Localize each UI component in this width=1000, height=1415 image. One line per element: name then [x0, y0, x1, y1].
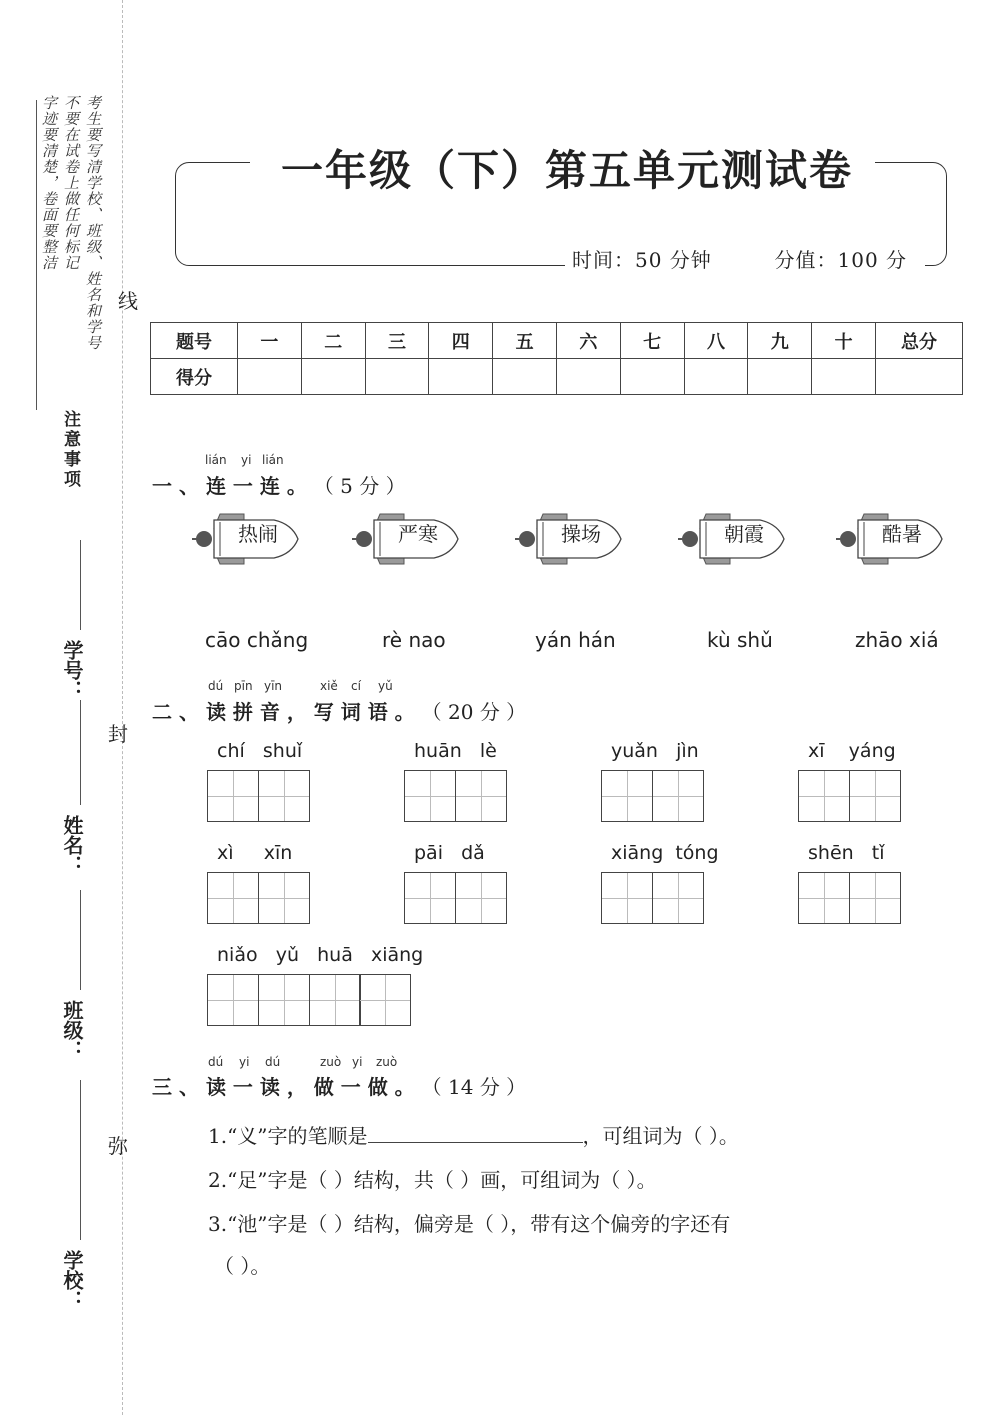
section1-pinyin: yi	[241, 453, 252, 467]
notes-separator	[36, 100, 37, 410]
writing-cell[interactable]	[207, 974, 259, 1026]
cut-mark-mi: 弥	[108, 1134, 128, 1158]
section1-pinyin: lián	[205, 453, 227, 467]
table-row	[151, 359, 963, 395]
cut-mark-line: 线	[118, 289, 138, 313]
table-header-cell: 二	[301, 323, 365, 359]
writing-cell[interactable]	[359, 974, 411, 1026]
rocket-word: 热闹	[238, 522, 278, 546]
writing-cell[interactable]	[652, 872, 704, 924]
exam-score: 分值：100 分	[774, 248, 908, 272]
table-header-cell: 七	[620, 323, 684, 359]
school-field[interactable]	[80, 1080, 81, 1240]
word-pinyin: xiāng tóng	[611, 842, 719, 864]
pinyin-option[interactable]: cāo chǎng	[205, 628, 309, 652]
question-3-continued[interactable]: （ ）。	[214, 1254, 271, 1278]
section-title: 读 一 读 ， 做 一 做 。	[205, 1075, 415, 1099]
writing-cell[interactable]	[601, 872, 653, 924]
writing-grid	[404, 872, 506, 924]
binding-dashed-line	[122, 0, 123, 1415]
rocket-word: 操场	[561, 522, 601, 546]
rocket-word: 酷暑	[882, 522, 922, 546]
class-label: 班级：	[60, 1000, 84, 1060]
table-row	[151, 323, 963, 359]
pinyin-option[interactable]: zhāo xiá	[855, 628, 939, 652]
question-1-text-end: ，可组词为（ ）。	[582, 1124, 739, 1148]
rocket-word: 严寒	[398, 522, 438, 546]
writing-grid	[601, 872, 703, 924]
question-3[interactable]: 3.“池”字是（ ）结构，偏旁是（ ），带有这个偏旁的字还有	[208, 1212, 731, 1236]
section2-pinyin: yīn	[264, 679, 283, 693]
section-points: （ 20 分 ）	[421, 700, 527, 724]
rocket-word-card[interactable]	[352, 510, 462, 568]
writing-cell[interactable]	[258, 974, 310, 1026]
score-cell[interactable]	[748, 359, 812, 395]
writing-cell[interactable]	[404, 872, 456, 924]
writing-cell[interactable]	[798, 872, 850, 924]
writing-cell[interactable]	[258, 770, 310, 822]
table-header-cell: 得分	[151, 359, 238, 395]
rocket-word-card[interactable]	[192, 510, 302, 568]
question-1-text: 1.“义”字的笔顺是	[208, 1124, 368, 1148]
section-number: 一 、	[152, 474, 199, 498]
word-pinyin: niǎo yǔ huā xiāng	[217, 944, 424, 966]
writing-cell[interactable]	[207, 872, 259, 924]
score-cell[interactable]	[429, 359, 493, 395]
section3-pinyin: dú	[208, 1055, 224, 1069]
word-pinyin: xī yáng	[808, 740, 896, 762]
section3-pinyin: dú	[265, 1055, 281, 1069]
section2-pinyin: yǔ	[378, 679, 393, 693]
score-cell[interactable]	[238, 359, 302, 395]
section3-pinyin: yi	[352, 1055, 363, 1069]
table-header-cell: 四	[429, 323, 493, 359]
writing-grid	[207, 872, 309, 924]
rocket-word-card[interactable]	[678, 510, 788, 568]
table-header-cell: 三	[365, 323, 429, 359]
writing-cell[interactable]	[652, 770, 704, 822]
writing-cell[interactable]	[798, 770, 850, 822]
question-1	[208, 1120, 739, 1149]
note-item: 字迹要清楚，卷面要整洁	[40, 95, 58, 271]
writing-cell[interactable]	[601, 770, 653, 822]
section1-pinyin: lián	[262, 453, 284, 467]
table-header-cell: 九	[748, 323, 812, 359]
writing-cell[interactable]	[404, 770, 456, 822]
notes-list	[38, 95, 104, 351]
writing-grid	[798, 872, 900, 924]
table-header-cell: 总分	[876, 323, 963, 359]
pinyin-option[interactable]: kù shǔ	[707, 628, 773, 652]
school-label: 学校：	[60, 1250, 84, 1310]
section1-heading	[152, 470, 406, 499]
writing-grid	[798, 770, 900, 822]
rocket-word-card[interactable]	[515, 510, 625, 568]
writing-cell[interactable]	[455, 770, 507, 822]
exam-time: 时间：50 分钟	[572, 248, 712, 272]
table-header-cell: 五	[493, 323, 557, 359]
section3-pinyin: zuò	[376, 1055, 398, 1069]
word-pinyin: yuǎn jìn	[611, 740, 699, 762]
pinyin-option[interactable]: yán hán	[535, 628, 616, 652]
notes-heading: 注意事项	[60, 410, 80, 490]
name-field[interactable]	[80, 700, 81, 805]
writing-cell[interactable]	[258, 872, 310, 924]
score-cell[interactable]	[620, 359, 684, 395]
section2-pinyin: xiě	[320, 679, 338, 693]
section2-pinyin: dú	[208, 679, 224, 693]
pinyin-option[interactable]: rè nao	[382, 628, 446, 652]
section3-pinyin: yi	[239, 1055, 250, 1069]
writing-cell[interactable]	[455, 872, 507, 924]
table-header-cell: 题号	[151, 323, 238, 359]
writing-cell[interactable]	[849, 770, 901, 822]
note-item: 不要在试卷上做任何标记	[62, 95, 80, 271]
writing-cell[interactable]	[207, 770, 259, 822]
section2-pinyin: pīn	[234, 679, 253, 693]
section-number: 二 、	[152, 700, 199, 724]
score-cell[interactable]	[812, 359, 876, 395]
class-field[interactable]	[80, 890, 81, 990]
word-pinyin: huān lè	[414, 740, 497, 762]
cut-mark-seal: 封	[108, 722, 128, 746]
writing-grid	[404, 770, 506, 822]
writing-grid	[207, 770, 309, 822]
note-item: 考生要写清学校、班级、姓名和学号	[84, 95, 102, 351]
section-title: 读 拼 音 ， 写 词 语 。	[205, 700, 415, 724]
table-header-cell: 八	[684, 323, 748, 359]
section-points: （ 14 分 ）	[421, 1075, 527, 1099]
word-pinyin: xì xīn	[217, 842, 293, 864]
section3-heading	[152, 1071, 526, 1100]
word-pinyin: shēn tǐ	[808, 842, 885, 864]
word-pinyin: chí shuǐ	[217, 740, 303, 762]
section-points: （ 5 分 ）	[313, 474, 406, 498]
writing-cell[interactable]	[309, 974, 361, 1026]
exam-meta	[572, 244, 907, 273]
score-cell[interactable]	[493, 359, 557, 395]
writing-grid	[207, 974, 410, 1026]
rocket-word: 朝霞	[724, 522, 764, 546]
word-pinyin: pāi dǎ	[414, 842, 485, 864]
page-title: 一年级（下）第五单元测试卷	[280, 146, 853, 195]
score-cell[interactable]	[365, 359, 429, 395]
table-header-cell: 一	[238, 323, 302, 359]
writing-grid	[601, 770, 703, 822]
score-table	[150, 322, 963, 395]
score-cell[interactable]	[876, 359, 963, 395]
question-2[interactable]: 2.“足”字是（ ）结构，共（ ）画，可组词为（ ）。	[208, 1168, 657, 1192]
section2-heading	[152, 696, 526, 725]
section2-pinyin: cí	[351, 679, 361, 693]
stroke-order-blank[interactable]	[368, 1124, 583, 1143]
table-header-cell: 六	[556, 323, 620, 359]
student-id-label: 学号：	[60, 640, 84, 700]
section3-pinyin: zuò	[320, 1055, 342, 1069]
writing-cell[interactable]	[849, 872, 901, 924]
student-id-field[interactable]	[80, 540, 81, 630]
score-cell[interactable]	[556, 359, 620, 395]
section-title: 连 一 连 。	[205, 474, 307, 498]
table-header-cell: 十	[812, 323, 876, 359]
rocket-word-card[interactable]	[836, 510, 946, 568]
name-label: 姓名：	[60, 815, 84, 875]
score-cell[interactable]	[684, 359, 748, 395]
score-cell[interactable]	[301, 359, 365, 395]
section-number: 三 、	[152, 1075, 199, 1099]
